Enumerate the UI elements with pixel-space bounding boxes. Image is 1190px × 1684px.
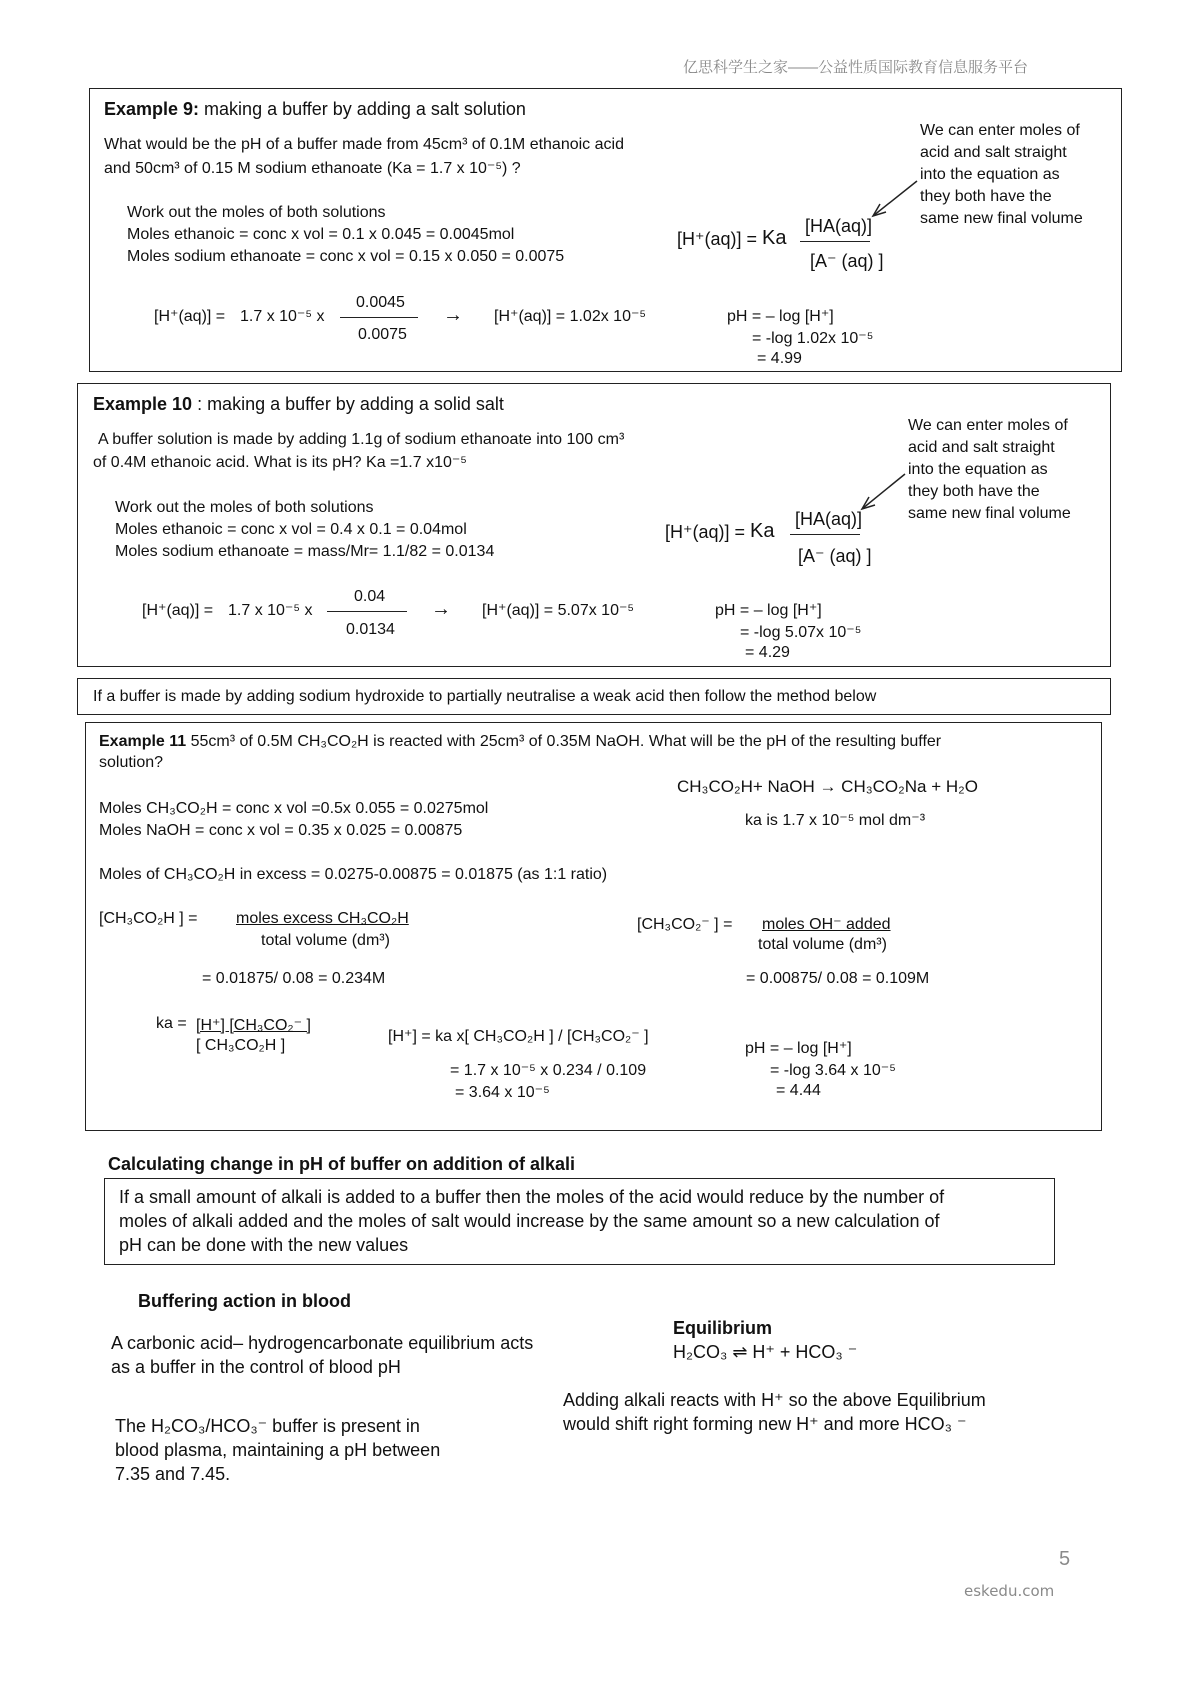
example-9-calc-lhs: [H⁺(aq)] = <box>154 308 226 325</box>
example-11-salt-conc-numerator: moles OH⁻ added <box>762 916 891 933</box>
site-header: 亿思科学生之家——公益性质国际教育信息服务平台 <box>683 59 1029 76</box>
example-11-salt-conc-result: = 0.00875/ 0.08 = 0.109M <box>746 970 930 987</box>
example-9-equation-numerator: [HA(aq)] <box>805 216 873 236</box>
example-11-reaction: CH₃CO₂H+ NaOH → CH₃CO₂Na + H₂O <box>677 777 978 796</box>
example-11-acid-conc-denominator: total volume (dm³) <box>261 932 390 949</box>
example-9-arrow: → <box>443 304 463 326</box>
example-9-equation-lhs: [H⁺(aq)] = <box>677 229 758 249</box>
example-11-h-conc-line1: [H⁺] = ka x[ CH₃CO₂H ] / [CH₃CO₂⁻ ] <box>388 1028 649 1045</box>
example-9-work-heading: Work out the moles of both solutions <box>127 204 386 221</box>
example-11-salt-conc-denominator: total volume (dm³) <box>758 936 887 953</box>
example-11-ph-line3: = 4.44 <box>776 1082 821 1099</box>
example-10-calc-ka: 1.7 x 10⁻⁵ x <box>228 602 313 619</box>
example-10-calc-numerator: 0.04 <box>354 588 386 605</box>
page-number: 5 <box>1059 1548 1071 1570</box>
example-9-calc-ka: 1.7 x 10⁻⁵ x <box>240 308 325 325</box>
example-11-h-conc-line3: = 3.64 x 10⁻⁵ <box>455 1084 550 1101</box>
example-9-ph-line2: = -log 1.02x 10⁻⁵ <box>752 330 874 347</box>
example-10-calc-lhs: [H⁺(aq)] = <box>142 602 214 619</box>
example-9-moles-acid: Moles ethanoic = conc x vol = 0.1 x 0.045 = 0.0045mol <box>127 226 515 243</box>
neutralise-note-text: If a buffer is made by adding sodium hydroxide to partially neutralise a weak acid then follow the method below <box>93 688 877 705</box>
example-10-calc-denominator: 0.0134 <box>346 621 395 638</box>
example-9-equation-ka: Ka <box>762 227 787 249</box>
example-11-ph-line2: = -log 3.64 x 10⁻⁵ <box>770 1062 896 1079</box>
blood-paragraph2-line1: The H₂CO₃/HCO₃⁻ buffer is present in <box>115 1416 420 1436</box>
blood-paragraph3-line2: would shift right forming new H⁺ and more HCO₃ ⁻ <box>563 1414 967 1434</box>
example-9-ph-line3: = 4.99 <box>757 350 802 367</box>
example-10-equation-numerator: [HA(aq)] <box>795 509 863 529</box>
example-9-calc-denominator: 0.0075 <box>358 326 407 343</box>
example-11-ka-expression-lhs: ka = <box>156 1015 187 1032</box>
example-11-moles-acid: Moles CH₃CO₂H = conc x vol =0.5x 0.055 = 0.0275mol <box>99 800 489 817</box>
alkali-text-line2: moles of alkali added and the moles of salt would increase by the same amount so a new calculation of <box>119 1211 940 1231</box>
example-11-moles-naoh: Moles NaOH = conc x vol = 0.35 x 0.025 = 0.00875 <box>99 822 463 839</box>
example-10-title: Example 10 : making a buffer by adding a solid salt <box>93 394 504 414</box>
example-11-question-line1: Example 11 55cm³ of 0.5M CH₃CO₂H is reacted with 25cm³ of 0.35M NaOH. What will be the pH of the resulting buffer <box>99 733 942 750</box>
example-10-ph-line2: = -log 5.07x 10⁻⁵ <box>740 624 862 641</box>
example-9-equation-denominator: [A⁻ (aq) ] <box>810 251 884 271</box>
example-11-ka-expression-denominator: [ CH₃CO₂H ] <box>196 1037 286 1054</box>
example-10-moles-salt: Moles sodium ethanoate = mass/Mr= 1.1/82 = 0.0134 <box>115 543 495 560</box>
example-11-ka-expression-numerator: [H⁺] [CH₃CO₂⁻ ] <box>196 1017 311 1034</box>
example-11-acid-conc-numerator: moles excess CH₃CO₂H <box>236 910 409 927</box>
alkali-heading: Calculating change in pH of buffer on addition of alkali <box>108 1154 576 1174</box>
blood-heading: Buffering action in blood <box>138 1291 351 1311</box>
example-9-question-line2: and 50cm³ of 0.15 M sodium ethanoate (Ka = 1.7 x 10⁻⁵) ? <box>104 160 521 177</box>
example-10-ph-line3: = 4.29 <box>745 644 790 661</box>
alkali-text-line3: pH can be done with the new values <box>119 1235 409 1255</box>
example-10-equation-ka: Ka <box>750 520 775 542</box>
example-10-moles-acid: Moles ethanoic = conc x vol = 0.4 x 0.1 = 0.04mol <box>115 521 467 538</box>
example-9-title: Example 9: making a buffer by adding a salt solution <box>104 99 526 119</box>
example-11-salt-conc-lhs: [CH₃CO₂⁻ ] = <box>637 916 733 933</box>
example-10-side-note: We can enter moles of acid and salt straight into the equation as they both have the same new final volume <box>908 417 1071 522</box>
example-11-question-line2: solution? <box>99 754 164 771</box>
example-10-arrow: → <box>431 598 451 620</box>
footer-site: eskedu.com <box>964 1582 1055 1600</box>
blood-paragraph2-line3: 7.35 and 7.45. <box>115 1464 231 1484</box>
example-11-moles-excess: Moles of CH₃CO₂H in excess = 0.0275-0.00875 = 0.01875 (as 1:1 ratio) <box>99 866 608 883</box>
example-10-equation-lhs: [H⁺(aq)] = <box>665 522 746 542</box>
example-11-h-conc-line2: = 1.7 x 10⁻⁵ x 0.234 / 0.109 <box>450 1062 647 1079</box>
alkali-text-line1: If a small amount of alkali is added to a buffer then the moles of the acid would reduce by the number of <box>119 1187 945 1207</box>
blood-paragraph2-line2: blood plasma, maintaining a pH between <box>115 1440 441 1460</box>
example-10-work-heading: Work out the moles of both solutions <box>115 499 374 516</box>
blood-equilibrium-equation: H₂CO₃ ⇌ H⁺ + HCO₃ ⁻ <box>673 1342 858 1362</box>
example-9-question-line1: What would be the pH of a buffer made from 45cm³ of 0.1M ethanoic acid <box>104 136 624 153</box>
example-9-moles-salt: Moles sodium ethanoate = conc x vol = 0.15 x 0.050 = 0.0075 <box>127 248 565 265</box>
example-9-ph-line1: pH = – log [H⁺] <box>727 308 834 325</box>
example-11-ph-line1: pH = – log [H⁺] <box>745 1040 852 1057</box>
example-10-question-line1: A buffer solution is made by adding 1.1g of sodium ethanoate into 100 cm³ <box>98 431 625 448</box>
example-10-calc-bar <box>327 611 407 612</box>
example-10-question-line2: of 0.4M ethanoic acid. What is its pH? Ka =1.7 x10⁻⁵ <box>93 454 467 471</box>
example-10-equation-denominator: [A⁻ (aq) ] <box>798 546 872 566</box>
blood-paragraph3-line1: Adding alkali reacts with H⁺ so the above Equilibrium <box>563 1390 986 1410</box>
example-10-ph-line1: pH = – log [H⁺] <box>715 602 822 619</box>
example-11-acid-conc-result: = 0.01875/ 0.08 = 0.234M <box>202 970 386 987</box>
example-9-side-note: We can enter moles of acid and salt straight into the equation as they both have the same new final volume <box>920 122 1083 227</box>
example-11-ka-value: ka is 1.7 x 10⁻⁵ mol dm⁻³ <box>745 812 926 829</box>
example-9-calc-result: [H⁺(aq)] = 1.02x 10⁻⁵ <box>494 308 647 325</box>
example-9-calc-numerator: 0.0045 <box>356 294 405 311</box>
blood-paragraph1-line1: A carbonic acid– hydrogencarbonate equilibrium acts <box>111 1333 534 1353</box>
blood-paragraph1-line2: as a buffer in the control of blood pH <box>111 1357 401 1377</box>
example-10-calc-result: [H⁺(aq)] = 5.07x 10⁻⁵ <box>482 602 635 619</box>
example-11-acid-conc-lhs: [CH₃CO₂H ] = <box>99 910 198 927</box>
blood-equilibrium-heading: Equilibrium <box>673 1318 772 1338</box>
